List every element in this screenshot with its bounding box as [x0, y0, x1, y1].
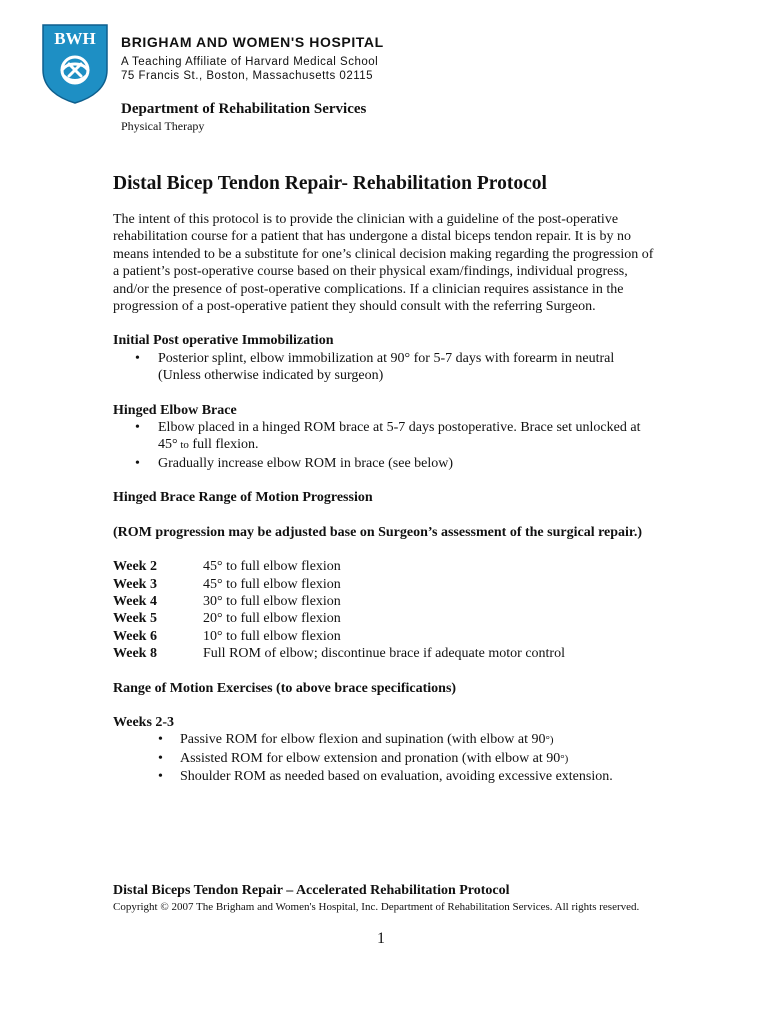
week-desc: Full ROM of elbow; discontinue brace if adequate motor control: [203, 646, 565, 662]
list-item: [113, 419, 658, 455]
page-title: Distal Bicep Tendon Repair- Rehabilitation Protocol: [113, 173, 547, 194]
rom-item-text: Assisted ROM for elbow extension and pronation (with elbow at 90: [180, 750, 561, 766]
week-label: Week 3: [113, 576, 157, 592]
list-item: • Posterior splint, elbow immobilization at 90° for 5-7 days with forearm in neutral (Unless otherwise indicated by surgeon): [113, 350, 658, 385]
list-item: [113, 731, 658, 749]
page-number: 1: [377, 930, 385, 947]
hospital-affiliation-block: [121, 56, 378, 83]
week-label: Week 6: [113, 628, 157, 644]
week-schedule: [113, 558, 658, 662]
rom-item-small: °): [545, 734, 554, 747]
progression-note: (ROM progression may be adjusted base on Surgeon’s assessment of the surgical repair.): [113, 524, 643, 540]
week-desc: 30° to full elbow flexion: [203, 593, 341, 609]
immobilization-list: [113, 350, 658, 385]
rom-subheading: Weeks 2-3: [113, 714, 175, 730]
section-rom-heading: Range of Motion Exercises (to above brace specifications): [113, 680, 457, 696]
brace-text-b: full flexion.: [188, 437, 259, 453]
division-name: Physical Therapy: [121, 119, 205, 133]
bwh-logo: [42, 24, 108, 104]
week-desc: 45° to full elbow flexion: [203, 576, 341, 592]
rom-item-text: Passive ROM for elbow flexion and supination (with elbow at 90: [180, 732, 546, 748]
section-brace-heading: Hinged Elbow Brace: [113, 402, 237, 418]
week-row: [113, 576, 658, 593]
footer-title: Distal Biceps Tendon Repair – Accelerated Rehabilitation Protocol: [113, 883, 510, 898]
list-item: • Gradually increase elbow ROM in brace (see below): [113, 455, 658, 472]
week-row: [113, 610, 658, 627]
brace-text-small: to: [177, 439, 189, 452]
hospital-name: BRIGHAM AND WOMEN'S HOSPITAL: [121, 34, 384, 50]
list-item: • Shoulder ROM as needed based on evaluation, avoiding excessive extension.: [113, 768, 658, 785]
rom-item-small: °): [560, 752, 569, 765]
logo-text: BWH: [54, 29, 96, 48]
week-label: Week 5: [113, 611, 157, 627]
intro-paragraph: The intent of this protocol is to provide the clinician with a guideline of the post-operative rehabilitation course for a patient that has undergone a distal biceps tendon repair. It is by no means intended to be a substitute for one’s clinical decision making regarding the progression of a patient’s post-operative course based on their physical exam/findings, individual progress, and/or the presence of post-operative complications. If a clinician requires assistance in the progression of a post-operative patient they should consult with the referring Surgeon.: [113, 212, 654, 315]
week-desc: 20° to full elbow flexion: [203, 611, 341, 627]
week-desc: 10° to full elbow flexion: [203, 628, 341, 644]
week-row: [113, 593, 658, 610]
brace-list: [113, 419, 658, 472]
list-item: [113, 750, 658, 768]
week-row: [113, 628, 658, 645]
rom-list: [113, 731, 658, 785]
hospital-affiliation: A Teaching Affiliate of Harvard Medical School: [121, 56, 379, 68]
section-immobilization-heading: Initial Post operative Immobilization: [113, 333, 334, 349]
department-title: Department of Rehabilitation Services: [121, 101, 367, 117]
week-desc: 45° to full elbow flexion: [203, 559, 341, 575]
hospital-address: 75 Francis St., Boston, Massachusetts 02115: [121, 69, 374, 82]
main-content: [113, 172, 658, 786]
week-label: Week 2: [113, 559, 157, 575]
week-label: Week 8: [113, 646, 157, 662]
week-row: [113, 558, 658, 575]
week-label: Week 4: [113, 593, 157, 609]
week-row: [113, 645, 658, 662]
footer-copyright: Copyright © 2007 The Brigham and Women's Hospital, Inc. Department of Rehabilitation Services. All rights reserved.: [113, 901, 640, 913]
section-progression-heading: Hinged Brace Range of Motion Progression: [113, 490, 373, 506]
brace-text-a: Elbow placed in a hinged ROM brace at 5-7 days postoperative. Brace set unlocked at 45°: [158, 420, 641, 453]
